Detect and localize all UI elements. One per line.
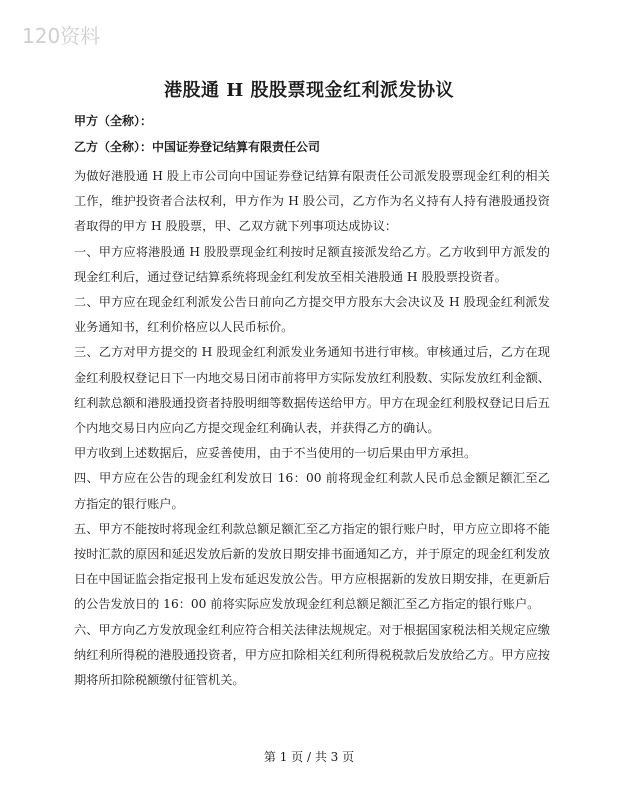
intro-paragraph: 为做好港股通 H 股上市公司向中国证券登记结算有限责任公司派发股票现金红利的相关工作，维护投资者合法权利，甲方作为 H 股公司，乙方作为名义持有人持有港股通投资者取得的甲方 H 股股票，甲、乙双方就下列事项达成协议： [74, 169, 550, 234]
agreement-body [74, 164, 550, 693]
clause-2: 二、甲方应在现金红利派发公告日前向乙方提交甲方股东大会决议及 H 股现金红利派发业务通知书，红利价格应以人民币标价。 [74, 295, 550, 335]
party-b-line: 乙方（全称）：中国证券登记结算有限责任公司 [74, 140, 321, 154]
party-a-line: 甲方（全称）： [74, 114, 153, 128]
clause-6: 六、甲方向乙方发放现金红利应符合相关法律法规规定。对于根据国家税法相关规定应缴纳红利所得税的港股通投资者，甲方应扣除相关红利所得税税款后发放给乙方。甲方应按期将所扣除税额缴付征管机关。 [74, 622, 550, 688]
watermark-logo: 120资料 [22, 24, 101, 48]
clause-1: 一、甲方应将港股通 H 股股票现金红利按时足额直接派发给乙方。乙方收到甲方派发的现金红利后，通过登记结算系统将现金红利发放至相关港股通 H 股股票投资者。 [74, 244, 550, 284]
clause-3: 三、乙方对甲方提交的 H 股现金红利派发业务通知书进行审核。审核通过后，乙方在现金红利股权登记日下一内地交易日闭市前将甲方实际发放红利股数、实际发放红利金额、红利款总额和港股通投资者持股明细等数据传送给甲方。甲方在现金红利股权登记日后五个内地交易日内应向乙方提交现金红利确认表，并获得乙方的确认。 [74, 345, 550, 436]
document-title: 港股通 H 股股票现金红利派发协议 [163, 80, 455, 101]
clause-5: 五、甲方不能按时将现金红利款总额足额汇至乙方指定的银行账户时，甲方应立即将不能按时汇款的原因和延迟发放后新的发放日期安排书面通知乙方，并于原定的现金红利发放日在中国证监会指定报刊上发布延迟发放公告。甲方应根据新的发放日期安排，在更新后的公告发放日的 16：00 前将实际应发放现金红利总额足额汇至乙方指定的银行账户。 [74, 521, 550, 612]
clause-4: 四、甲方应在公告的现金红利发放日 16：00 前将现金红利款人民币总金额足额汇至乙方指定的银行账户。 [74, 471, 550, 511]
clause-3-note: 甲方收到上述数据后，应妥善使用，由于不当使用的一切后果由甲方承担。 [74, 446, 477, 461]
page-number: 第 1 页 / 共 3 页 [263, 750, 355, 764]
